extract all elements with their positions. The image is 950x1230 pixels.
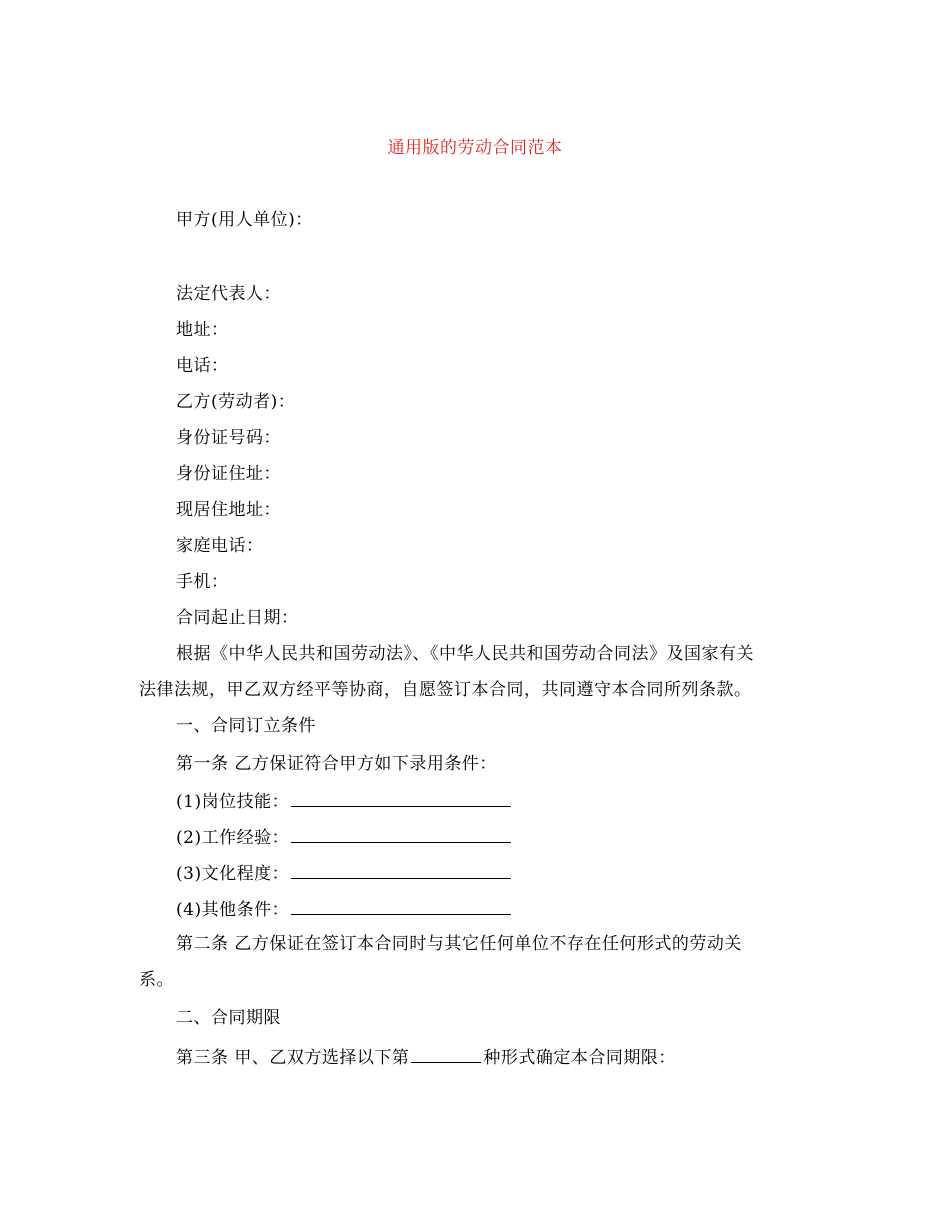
intro-paragraph-line-2: 法律法规，甲乙双方经平等协商，自愿签订本合同，共同遵守本合同所列条款。 xyxy=(139,680,752,700)
section-heading-1: 一、合同订立条件 xyxy=(176,716,316,736)
article-3-prefix: 第三条 甲、乙双方选择以下第 xyxy=(176,1048,410,1068)
condition-other xyxy=(176,896,511,922)
id-address-label: 身份证住址： xyxy=(176,464,281,484)
id-number-label: 身份证号码： xyxy=(176,428,281,448)
condition-other-label: (4)其他条件： xyxy=(176,900,290,920)
fill-in-blank[interactable] xyxy=(291,896,511,915)
fill-in-blank[interactable] xyxy=(291,860,511,879)
phone-label: 电话： xyxy=(176,356,229,376)
article-3 xyxy=(176,1044,676,1070)
intro-paragraph-line-1: 根据《中华人民共和国劳动法》、《中华人民共和国劳动合同法》及国家有关 xyxy=(176,644,754,664)
document-title: 通用版的劳动合同范本 xyxy=(387,138,563,158)
condition-experience xyxy=(176,824,511,850)
party-b-label: 乙方(劳动者)： xyxy=(176,392,296,412)
article-2-line-1: 第二条 乙方保证在签订本合同时与其它任何单位不存在任何形式的劳动关 xyxy=(176,934,742,954)
article-1: 第一条 乙方保证符合甲方如下录用条件： xyxy=(176,754,497,774)
legal-rep-label: 法定代表人： xyxy=(176,284,281,304)
condition-education-label: (3)文化程度： xyxy=(176,864,290,884)
condition-skills xyxy=(176,788,511,814)
mobile-label: 手机： xyxy=(176,572,229,592)
contract-dates-label: 合同起止日期： xyxy=(176,608,299,628)
address-label: 地址： xyxy=(176,320,229,340)
condition-skills-label: (1)岗位技能： xyxy=(176,792,290,812)
section-heading-2: 二、合同期限 xyxy=(176,1008,281,1028)
article-3-suffix: 种形式确定本合同期限： xyxy=(483,1048,676,1068)
fill-in-blank[interactable] xyxy=(291,788,511,807)
fill-in-blank[interactable] xyxy=(291,824,511,843)
party-a-label: 甲方(用人单位)： xyxy=(176,210,313,230)
article-2-line-2: 系。 xyxy=(139,970,174,990)
current-address-label: 现居住地址： xyxy=(176,500,281,520)
home-phone-label: 家庭电话： xyxy=(176,536,264,556)
fill-in-blank[interactable] xyxy=(411,1044,481,1063)
condition-education xyxy=(176,860,511,886)
condition-experience-label: (2)工作经验： xyxy=(176,828,290,848)
